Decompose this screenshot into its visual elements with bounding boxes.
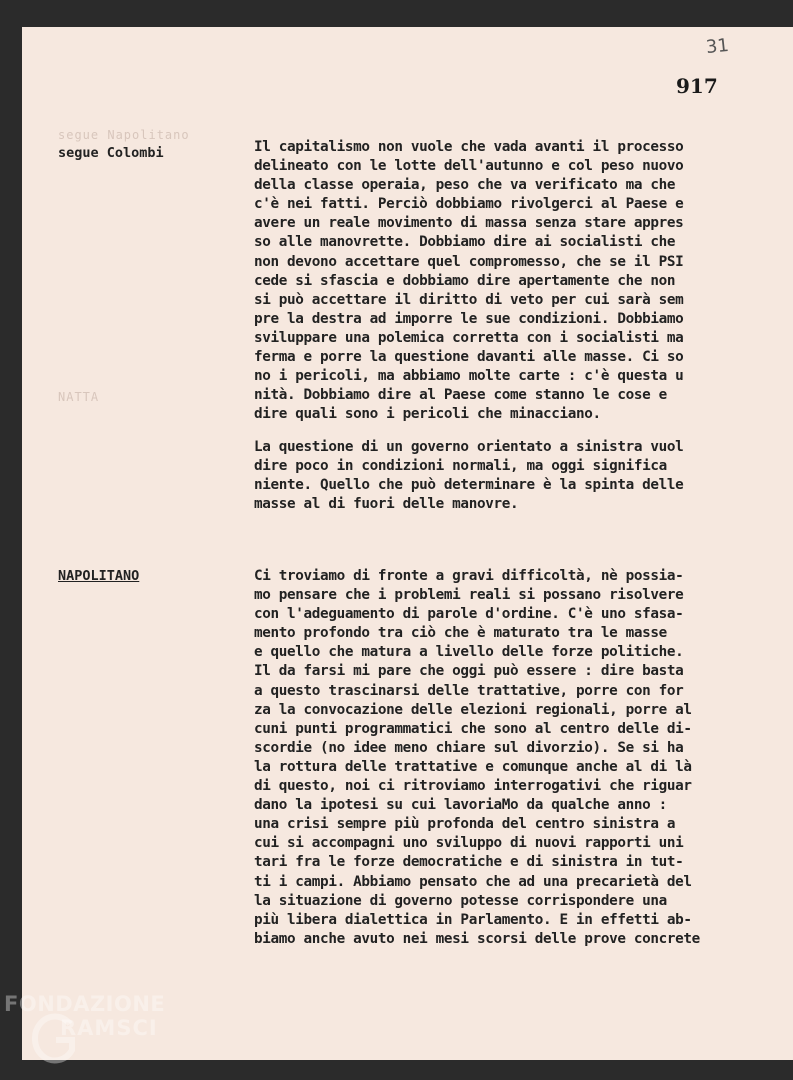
colombi-paragraph-1: Il capitalismo non vuole che vada avanti il processo delineato con le lotte dell'autunno e col peso nuovo della classe operaia, peso che va verificato ma che c'è nei fatti. Perciò dobbiamo rivolgerci al Paese e avere un reale movimento di massa senza stare appres so alle manovrette. Dobbiamo dire ai socialisti che non devono accettare quel compromesso, che se il PSI cede si sfascia e dobbiamo dire apertamente che non si può accettare il diritto di veto per cui sarà sem pre la destra ad imporre le sue condizioni. Dobbiamo sviluppare una polemica corretta con i socialisti ma ferma e porre la questione davanti alle masse. Ci so no i pericoli, ma abbiamo molte carte : c'è questa u nità. Dobbiamo dire al Paese come stanno le cose e dire quali sono i pericoli che minacciano. (254, 139, 684, 423)
speaker-label-colombi: segue Colombi (58, 145, 164, 161)
watermark-line-2: RAMSCI (60, 1016, 158, 1040)
napolitano-paragraph-1: Ci troviamo di fronte a gravi difficoltà, nè possia- mo pensare che i problemi reali si possano risolvere con l'adeguamento di parole d'ordine. C'è uno sfasa- mento profondo tra ciò che è maturato tra le masse e quello che matura a livello delle forze politiche. Il da farsi mi pare che oggi può essere : dire basta a questo trascinarsi delle trattative, porre con for za la convocazione delle elezioni regionali, porre al cuni punti programmatici che sono al centro delle di- scordie (no idee meno chiare sul divorzio). Se si ha la rottura delle trattative e comunque anche al di là di questo, noi ci ritroviamo interrogativi che riguar dano la ipotesi su cui lavoriaMo da qualche anno : una crisi sempre più profonda del centro sinistra a cui si accompagni uno sviluppo di nuovi rapporti uni tari fra le forze democratiche e di sinistra in tut- ti i campi. Abbiamo pensato che ad una precarietà del la situazione di governo potesse corrispondere una più libera dialettica in Parlamento. E in effetti ab- biamo anche avuto nei mesi scorsi delle prove concrete (254, 568, 700, 947)
show-through-left-label: NATTA (58, 390, 100, 404)
fondazione-gramsci-watermark (4, 992, 200, 1072)
speaker-label-napolitano: NAPOLITANO (58, 568, 140, 584)
handwritten-folio-number: 31 (704, 34, 730, 59)
page-number: 917 (676, 74, 718, 98)
colombi-paragraph-2: La questione di un governo orientato a sinistra vuol dire poco in condizioni normali, ma oggi significa niente. Quello che può determinare è la spinta delle masse al di fuori delle manovre. (254, 439, 684, 513)
show-through-top-label: segue Napolitano (58, 128, 190, 142)
watermark-line-1: FONDAZIONE (4, 992, 166, 1016)
